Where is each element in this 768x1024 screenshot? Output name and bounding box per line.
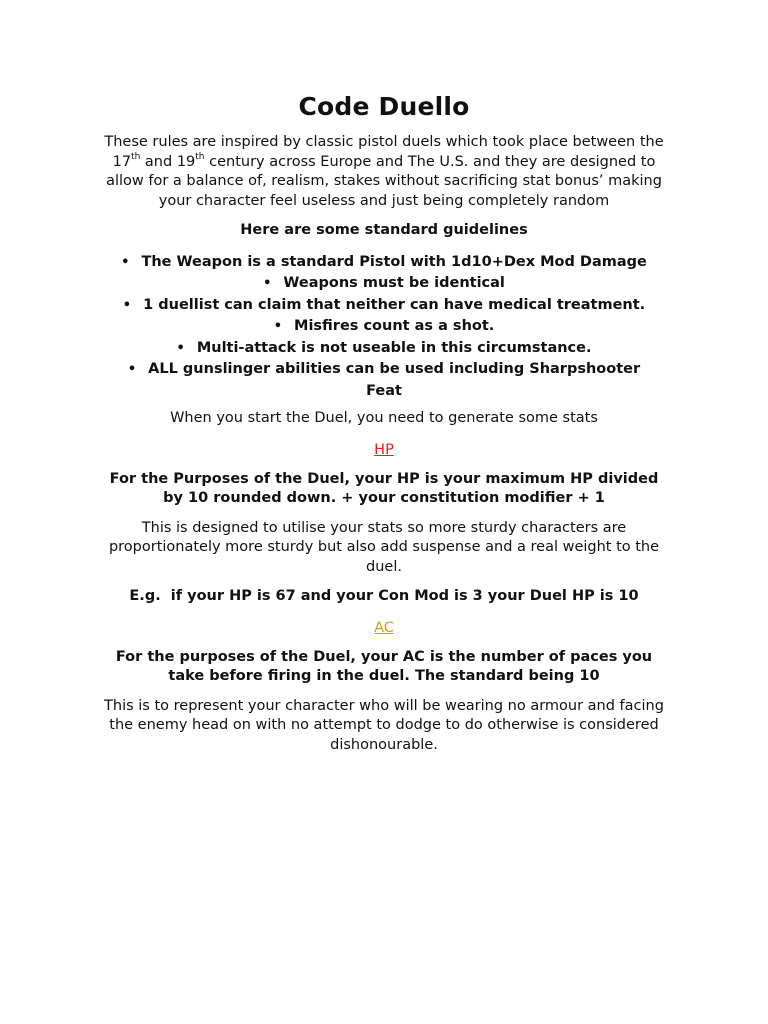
ac-explain-line-2: the enemy head on with no attempt to dodge to do otherwise is considered <box>109 717 659 733</box>
intro-line-1: These rules are inspired by classic pistol duels which took place between the <box>104 134 664 150</box>
intro-sup-th-2: th <box>195 151 205 162</box>
bullet-icon: • <box>122 297 132 313</box>
intro-line-4: your character feel useless and just being completely random <box>158 192 610 209</box>
hp-explain-line-2: proportionately more sturdy but also add suspense and a real weight to the <box>108 539 660 555</box>
start-duel-text: When you start the Duel, you need to generate some stats <box>170 410 598 426</box>
ac-heading-wrap <box>90 617 678 638</box>
intro-line-3: allow for a balance of, realism, stakes without sacrificing stat bonus’ making <box>106 173 662 189</box>
intro-num-19: 19 <box>176 153 196 170</box>
list-item <box>90 295 678 317</box>
guideline-text: Misfires count as a shot. <box>294 318 495 334</box>
guidelines-heading: Here are some standard guidelines <box>240 222 528 238</box>
list-item <box>90 338 678 360</box>
guideline-text: Weapons must be identical <box>283 275 505 291</box>
list-item <box>90 359 678 401</box>
intro-and: and <box>140 153 177 170</box>
ac-rule-line-1: For the purposes of the Duel, your AC is the number of paces you <box>115 648 653 665</box>
intro-paragraph <box>90 133 678 211</box>
ac-explanation <box>90 697 678 756</box>
hp-rule-line-1: For the Purposes of the Duel, your HP is your maximum HP divided <box>109 470 659 487</box>
document-content <box>90 90 678 755</box>
ac-explain-line-3: dishonourable. <box>330 736 438 753</box>
guideline-text-line-1: ALL gunslinger abilities can be used including Sharpshooter <box>148 361 641 377</box>
list-item <box>90 316 678 338</box>
ac-heading: AC <box>374 619 394 636</box>
hp-explanation <box>90 519 678 578</box>
bullet-icon: • <box>176 340 185 356</box>
list-item <box>90 273 678 295</box>
hp-example: E.g. if your HP is 67 and your Con Mod is 3 your Duel HP is 10 <box>129 588 639 604</box>
ac-rule-line-2: take before firing in the duel. The standard being 10 <box>168 668 600 684</box>
guideline-text: 1 duellist can claim that neither can have medical treatment. <box>143 296 646 313</box>
bullet-icon: • <box>273 319 283 334</box>
hp-explain-line-3: duel. <box>366 558 402 575</box>
bullet-icon: • <box>263 276 272 291</box>
hp-heading-wrap <box>90 439 678 460</box>
hp-explain-line-1: This is designed to utilise your stats so more sturdy characters are <box>141 519 627 536</box>
list-item <box>90 252 678 274</box>
document-title: Code Duello <box>298 92 470 121</box>
intro-sup-th-1: th <box>131 151 141 162</box>
bullet-icon: • <box>127 362 137 377</box>
ac-rule <box>90 648 678 687</box>
hp-rule-line-2: by 10 rounded down. + your constitution modifier + 1 <box>163 490 605 506</box>
guideline-text: Multi-attack is not useable in this circumstance. <box>196 339 592 356</box>
hp-rule <box>90 470 678 509</box>
ac-explain-line-1: This is to represent your character who will be wearing no armour and facing <box>104 697 664 714</box>
guidelines-list <box>90 252 678 402</box>
hp-heading: HP <box>374 441 394 458</box>
bullet-icon: • <box>121 254 130 270</box>
intro-line-2-rest: century across Europe and The U.S. and they are designed to <box>204 153 656 170</box>
guideline-text: The Weapon is a standard Pistol with 1d10+Dex Mod Damage <box>141 253 647 270</box>
intro-num-17: 17 <box>112 153 132 170</box>
guideline-text-line-2: Feat <box>366 382 402 399</box>
